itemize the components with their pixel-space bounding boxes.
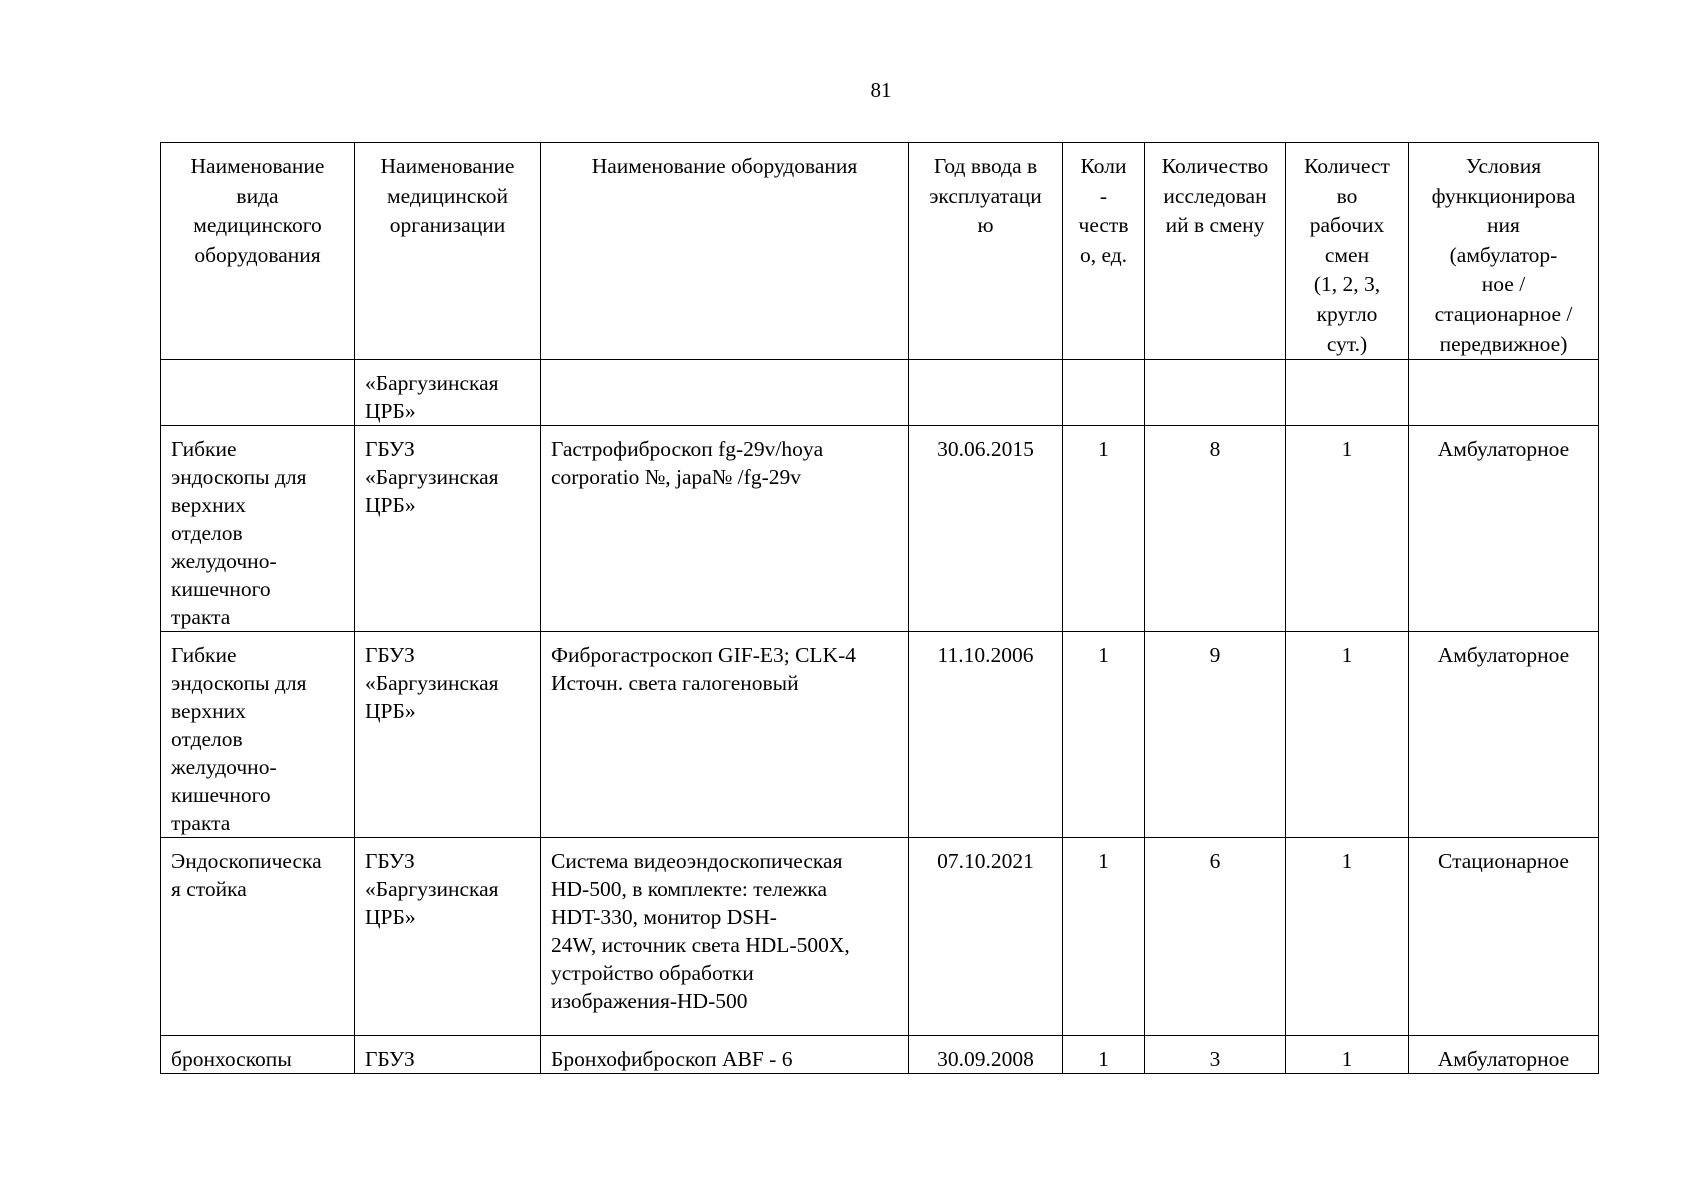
- header-text-line: медицинской: [387, 183, 508, 208]
- header-text-line: кругло: [1316, 301, 1378, 326]
- cell-text-line: Гибкие: [171, 437, 237, 462]
- table-row: [161, 632, 1599, 838]
- cell-text-line: corporatio №, japa№ /fg-29v: [551, 465, 801, 490]
- header-text-line: ю: [977, 213, 994, 238]
- cell-studies-per-shift: 8: [1145, 426, 1286, 632]
- cell-equipment-type: [161, 838, 355, 1036]
- cell-text-line: кишечного: [171, 783, 271, 808]
- header-text-line: честв: [1078, 213, 1129, 238]
- header-text-line: оборудования: [194, 242, 321, 267]
- header-text-line: медицинского: [193, 213, 322, 238]
- header-text-line: вида: [236, 183, 279, 208]
- cell-organization: [355, 838, 541, 1036]
- cell-equipment-name: [541, 632, 909, 838]
- cell-quantity: 1: [1063, 426, 1145, 632]
- cell-year: [909, 360, 1063, 426]
- cell-text-line: устройство обработки: [551, 961, 754, 986]
- cell-quantity: 1: [1063, 1036, 1145, 1074]
- header-studies-per-shift: [1145, 143, 1286, 360]
- header-text-line: Коли: [1080, 154, 1127, 178]
- cell-text-line: желудочно-: [171, 755, 277, 780]
- header-text-line: исследован: [1163, 183, 1267, 208]
- cell-shifts: [1286, 360, 1409, 426]
- cell-year: 30.09.2008: [909, 1036, 1063, 1074]
- cell-text-line: ЦРБ»: [365, 493, 416, 518]
- header-text-line: организации: [389, 213, 506, 238]
- header-text-line: ное /: [1481, 272, 1526, 297]
- cell-text-line: эндоскопы для: [171, 671, 307, 696]
- header-text-line: Количество: [1161, 154, 1269, 178]
- cell-text-line: Гибкие: [171, 643, 237, 668]
- cell-text-line: тракта: [171, 811, 231, 836]
- cell-year: 07.10.2021: [909, 838, 1063, 1036]
- cell-studies-per-shift: 3: [1145, 1036, 1286, 1074]
- cell-text-line: «Баргузинская: [365, 465, 499, 490]
- cell-text-line: отделов: [171, 521, 243, 546]
- cell-organization: [355, 360, 541, 426]
- cell-text-line: 24W, источник света HDL-500X,: [551, 933, 850, 958]
- cell-text-line: тракта: [171, 605, 231, 630]
- cell-organization: [355, 1036, 541, 1074]
- header-text-line: стационарное /: [1434, 301, 1573, 326]
- cell-equipment-type: [161, 632, 355, 838]
- cell-text-line: Источн. света галогеновый: [551, 671, 799, 696]
- table-body: [161, 360, 1599, 1074]
- table-row: [161, 1036, 1599, 1074]
- cell-text-line: Бронхофиброскоп ABF - 6: [551, 1047, 793, 1072]
- header-text-line: Наименование: [380, 154, 515, 178]
- header-text-line: ий в смену: [1165, 213, 1265, 238]
- header-text-line: (1, 2, 3,: [1313, 272, 1381, 297]
- header-organization: [355, 143, 541, 360]
- header-equipment-type: [161, 143, 355, 360]
- header-text-line: рабочих: [1309, 213, 1385, 238]
- cell-conditions: Амбулаторное: [1409, 426, 1599, 632]
- header-text-line: ния: [1487, 213, 1520, 238]
- page-number: 81: [870, 78, 892, 102]
- cell-quantity: [1063, 360, 1145, 426]
- header-text-line: эксплуатаци: [929, 183, 1042, 208]
- cell-text-line: «Баргузинская: [365, 371, 499, 396]
- cell-text-line: ГБУЗ: [365, 437, 415, 462]
- cell-text-line: ГБУЗ: [365, 849, 415, 874]
- cell-equipment-type: [161, 360, 355, 426]
- cell-text-line: изображения-HD-500: [551, 989, 748, 1014]
- header-text-line: Количест: [1304, 154, 1390, 178]
- cell-text-line: Система видеоэндоскопическая: [551, 849, 843, 874]
- header-text-line: смен: [1324, 242, 1370, 267]
- cell-text-line: верхних: [171, 699, 246, 724]
- header-text-line: -: [1099, 183, 1108, 208]
- header-text-line: Год ввода в: [933, 154, 1038, 178]
- header-text-line: функционирова: [1431, 183, 1576, 208]
- cell-text-line: «Баргузинская: [365, 671, 499, 696]
- cell-shifts: 1: [1286, 632, 1409, 838]
- cell-text-line: Эндоскопическа: [171, 849, 322, 874]
- cell-equipment-type: [161, 1036, 355, 1074]
- cell-conditions: Амбулаторное: [1409, 632, 1599, 838]
- cell-shifts: 1: [1286, 426, 1409, 632]
- cell-text-line: ЦРБ»: [365, 399, 416, 424]
- cell-text-line: ЦРБ»: [365, 905, 416, 930]
- header-equipment-name: [541, 143, 909, 360]
- cell-organization: [355, 426, 541, 632]
- cell-studies-per-shift: 9: [1145, 632, 1286, 838]
- header-text-line: передвижное): [1439, 331, 1568, 356]
- header-conditions: [1409, 143, 1599, 360]
- cell-text-line: отделов: [171, 727, 243, 752]
- header-row: [161, 143, 1599, 360]
- cell-text-line: «Баргузинская: [365, 877, 499, 902]
- cell-text-line: я стойка: [171, 877, 247, 902]
- header-text-line: о, ед.: [1079, 242, 1128, 267]
- cell-text-line: верхних: [171, 493, 246, 518]
- header-text-line: Условия: [1465, 154, 1542, 178]
- cell-quantity: 1: [1063, 632, 1145, 838]
- cell-text-line: ГБУЗ: [365, 1047, 415, 1072]
- cell-organization: [355, 632, 541, 838]
- cell-text-line: HD-500, в комплекте: тележка: [551, 877, 827, 902]
- cell-equipment-name: [541, 1036, 909, 1074]
- cell-equipment-name: [541, 426, 909, 632]
- table-row: [161, 838, 1599, 1036]
- cell-studies-per-shift: [1145, 360, 1286, 426]
- table-row: [161, 426, 1599, 632]
- cell-text-line: ГБУЗ: [365, 643, 415, 668]
- header-shifts: [1286, 143, 1409, 360]
- cell-equipment-name: [541, 360, 909, 426]
- cell-text-line: кишечного: [171, 577, 271, 602]
- equipment-table: [160, 142, 1599, 1074]
- header-text-line: Наименование: [190, 154, 325, 178]
- cell-quantity: 1: [1063, 838, 1145, 1036]
- cell-shifts: 1: [1286, 838, 1409, 1036]
- cell-equipment-name: [541, 838, 909, 1036]
- cell-text-line: эндоскопы для: [171, 465, 307, 490]
- table-row: [161, 360, 1599, 426]
- header-text-line: (амбулатор-: [1449, 242, 1558, 267]
- cell-text-line: желудочно-: [171, 549, 277, 574]
- cell-text-line: Фиброгастроскоп GIF-E3; CLK-4: [551, 643, 856, 668]
- cell-equipment-type: [161, 426, 355, 632]
- cell-text-line: бронхоскопы: [171, 1047, 292, 1072]
- header-text-line: Наименование оборудования: [591, 154, 858, 178]
- header-text-line: сут.): [1326, 331, 1368, 356]
- cell-text-line: Гастрофиброскоп fg-29v/hoya: [551, 437, 824, 462]
- cell-text-line: ЦРБ»: [365, 699, 416, 724]
- cell-year: 30.06.2015: [909, 426, 1063, 632]
- cell-text-line: HDT-330, монитор DSH-: [551, 905, 777, 930]
- cell-conditions: Стационарное: [1409, 838, 1599, 1036]
- cell-conditions: Амбулаторное: [1409, 1036, 1599, 1074]
- header-text-line: во: [1336, 183, 1358, 208]
- cell-shifts: 1: [1286, 1036, 1409, 1074]
- cell-year: 11.10.2006: [909, 632, 1063, 838]
- cell-conditions: [1409, 360, 1599, 426]
- cell-studies-per-shift: 6: [1145, 838, 1286, 1036]
- header-year: [909, 143, 1063, 360]
- header-quantity: [1063, 143, 1145, 360]
